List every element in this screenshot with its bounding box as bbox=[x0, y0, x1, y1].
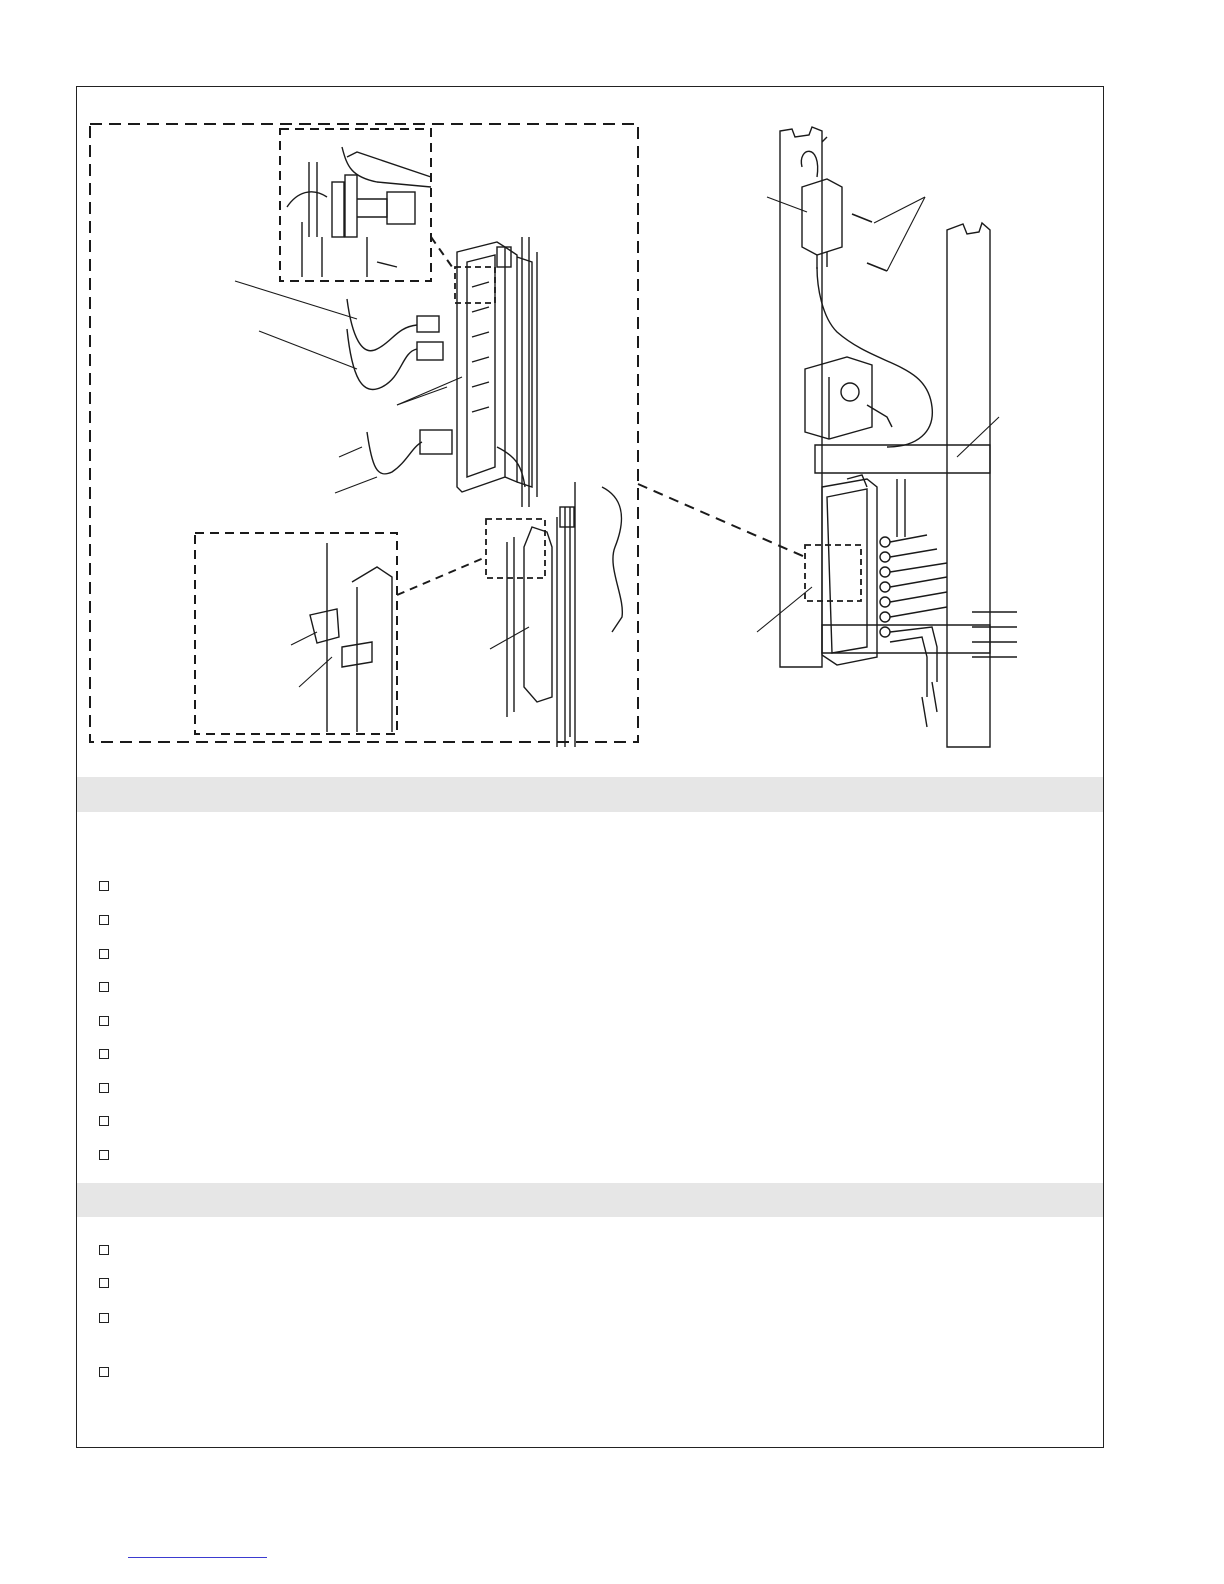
checkbox[interactable] bbox=[99, 949, 109, 959]
checkbox[interactable] bbox=[99, 1245, 109, 1255]
checkbox[interactable] bbox=[99, 1278, 109, 1288]
footer-link[interactable] bbox=[128, 1557, 267, 1558]
checkbox[interactable] bbox=[99, 915, 109, 925]
detail-box-small-3 bbox=[805, 545, 861, 601]
checkbox[interactable] bbox=[99, 881, 109, 891]
checkbox[interactable] bbox=[99, 1367, 109, 1377]
checkbox[interactable] bbox=[99, 1083, 109, 1093]
checkbox[interactable] bbox=[99, 1150, 109, 1160]
installation-illustration bbox=[77, 87, 1103, 777]
section-header-band bbox=[77, 777, 1103, 812]
checkbox[interactable] bbox=[99, 982, 109, 992]
detail-box-clip-inset bbox=[195, 533, 397, 734]
section-header-band bbox=[77, 1183, 1103, 1217]
checkbox[interactable] bbox=[99, 1313, 109, 1323]
checkbox[interactable] bbox=[99, 1016, 109, 1026]
checkbox[interactable] bbox=[99, 1049, 109, 1059]
checkbox[interactable] bbox=[99, 1116, 109, 1126]
instruction-frame bbox=[76, 86, 1104, 1448]
detail-box-small-1 bbox=[455, 267, 495, 303]
